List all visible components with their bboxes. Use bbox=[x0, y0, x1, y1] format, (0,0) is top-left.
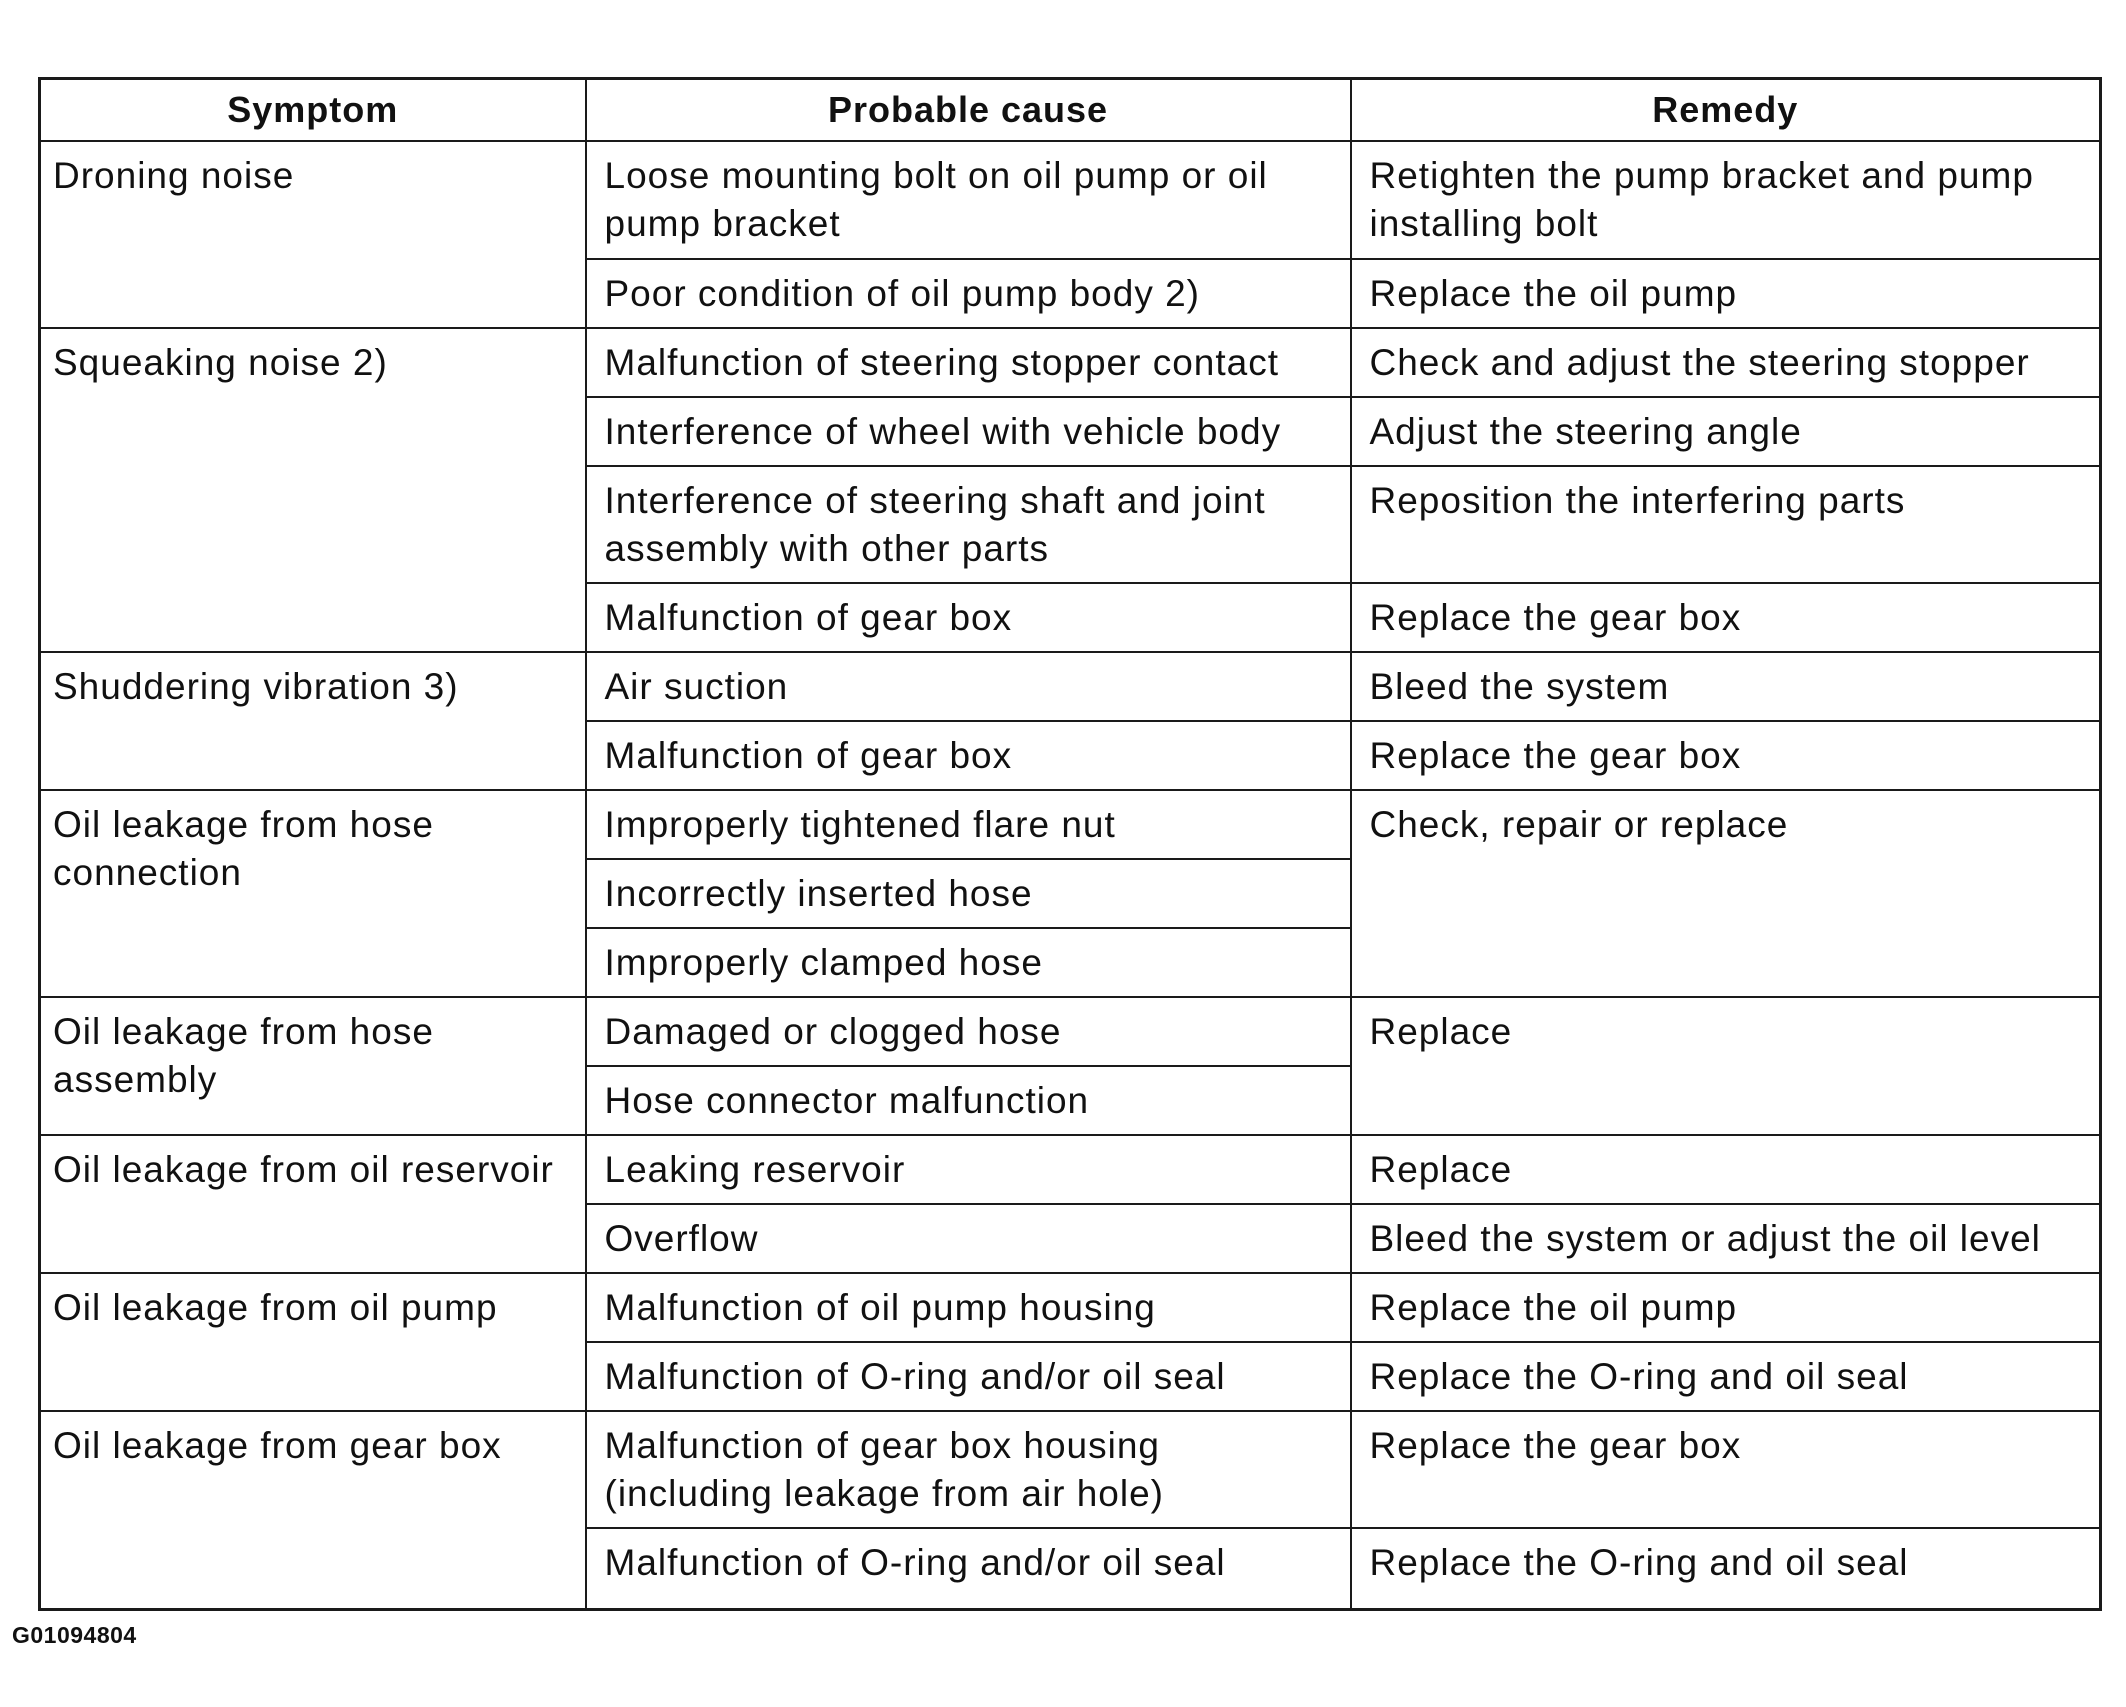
remedy-cell: Reposition the interfering parts bbox=[1351, 466, 2101, 583]
symptom-cell: Squeaking noise 2) bbox=[40, 328, 586, 652]
cause-cell: Interference of wheel with vehicle body bbox=[586, 397, 1351, 466]
symptom-cell: Shuddering vibration 3) bbox=[40, 652, 586, 790]
remedy-cell: Replace the O-ring and oil seal bbox=[1351, 1528, 2101, 1609]
cause-cell: Malfunction of steering stopper contact bbox=[586, 328, 1351, 397]
remedy-cell: Replace the oil pump bbox=[1351, 259, 2101, 328]
cause-cell: Improperly clamped hose bbox=[586, 928, 1351, 997]
remedy-cell: Bleed the system or adjust the oil level bbox=[1351, 1204, 2101, 1273]
remedy-cell: Replace the gear box bbox=[1351, 721, 2101, 790]
remedy-cell: Replace the gear box bbox=[1351, 1411, 2101, 1528]
remedy-cell: Bleed the system bbox=[1351, 652, 2101, 721]
header-row bbox=[40, 79, 2101, 142]
cause-cell: Poor condition of oil pump body 2) bbox=[586, 259, 1351, 328]
remedy-cell: Adjust the steering angle bbox=[1351, 397, 2101, 466]
troubleshooting-table bbox=[38, 77, 2102, 1611]
symptom-cell: Oil leakage from oil pump bbox=[40, 1273, 586, 1411]
remedy-cell: Replace the gear box bbox=[1351, 583, 2101, 652]
table-row bbox=[40, 652, 2101, 721]
remedy-cell: Replace the oil pump bbox=[1351, 1273, 2101, 1342]
table-row bbox=[40, 997, 2101, 1066]
remedy-cell: Check, repair or replace bbox=[1351, 790, 2101, 997]
cause-cell: Malfunction of gear box bbox=[586, 583, 1351, 652]
cause-cell: Leaking reservoir bbox=[586, 1135, 1351, 1204]
remedy-cell: Replace bbox=[1351, 1135, 2101, 1204]
cause-cell: Malfunction of oil pump housing bbox=[586, 1273, 1351, 1342]
cause-cell: Overflow bbox=[586, 1204, 1351, 1273]
table-row bbox=[40, 328, 2101, 397]
table-row bbox=[40, 790, 2101, 859]
cause-cell: Interference of steering shaft and joint assembly with other parts bbox=[586, 466, 1351, 583]
table-header bbox=[40, 79, 2101, 142]
cause-cell: Incorrectly inserted hose bbox=[586, 859, 1351, 928]
table-row bbox=[40, 1411, 2101, 1528]
symptom-cell: Oil leakage from gear box bbox=[40, 1411, 586, 1609]
figure-id: G01094804 bbox=[12, 1622, 137, 1648]
remedy-cell: Replace the O-ring and oil seal bbox=[1351, 1342, 2101, 1411]
cause-cell: Improperly tightened flare nut bbox=[586, 790, 1351, 859]
symptom-cell: Droning noise bbox=[40, 141, 586, 328]
symptom-header: Symptom bbox=[40, 79, 586, 142]
symptom-cell: Oil leakage from hose assembly bbox=[40, 997, 586, 1135]
cause-cell: Loose mounting bolt on oil pump or oil pump bracket bbox=[586, 141, 1351, 259]
cause-cell: Malfunction of O-ring and/or oil seal bbox=[586, 1342, 1351, 1411]
cause-cell: Air suction bbox=[586, 652, 1351, 721]
table-body bbox=[40, 141, 2101, 1609]
cause-cell: Malfunction of O-ring and/or oil seal bbox=[586, 1528, 1351, 1609]
cause-cell: Damaged or clogged hose bbox=[586, 997, 1351, 1066]
probable-cause-header: Probable cause bbox=[586, 79, 1351, 142]
remedy-header: Remedy bbox=[1351, 79, 2101, 142]
table-row bbox=[40, 1273, 2101, 1342]
cause-cell: Malfunction of gear box bbox=[586, 721, 1351, 790]
table-row bbox=[40, 1135, 2101, 1204]
symptom-cell: Oil leakage from oil reservoir bbox=[40, 1135, 586, 1273]
table-row bbox=[40, 141, 2101, 259]
symptom-cell: Oil leakage from hose connection bbox=[40, 790, 586, 997]
cause-cell: Hose connector malfunction bbox=[586, 1066, 1351, 1135]
cause-cell: Malfunction of gear box housing (including leakage from air hole) bbox=[586, 1411, 1351, 1528]
remedy-cell: Check and adjust the steering stopper bbox=[1351, 328, 2101, 397]
remedy-cell: Retighten the pump bracket and pump installing bolt bbox=[1351, 141, 2101, 259]
remedy-cell: Replace bbox=[1351, 997, 2101, 1135]
